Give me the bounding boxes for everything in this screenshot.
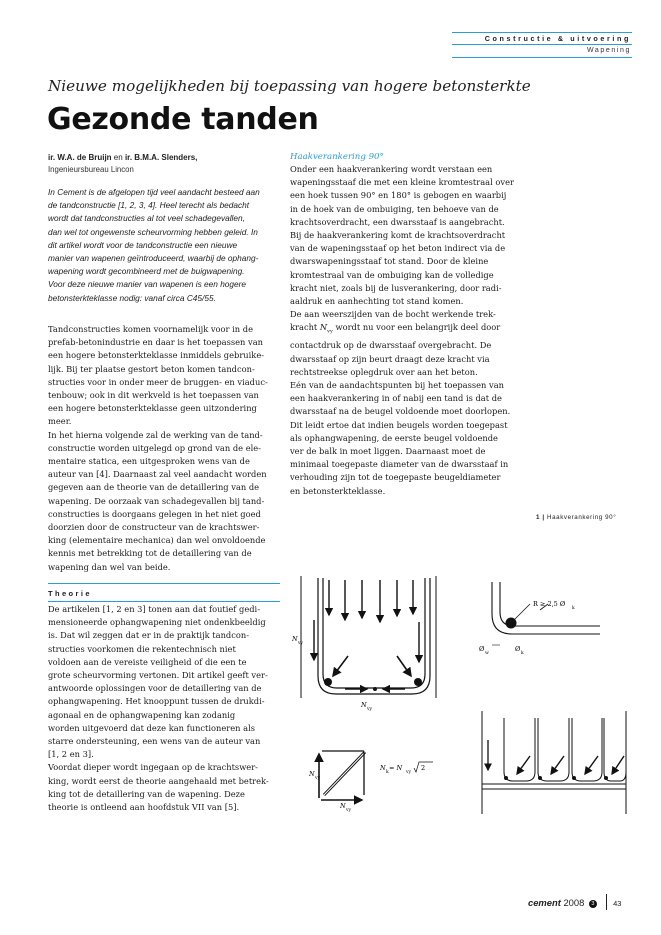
- body-line: is. Dat wil zeggen dat er in de praktijk tandcon-: [48, 630, 250, 641]
- page-footer: [528, 894, 621, 910]
- label-ow: Ø: [479, 645, 485, 653]
- intro-line: In Cement is de afgelopen tijd veel aandacht besteed aan: [48, 187, 260, 197]
- body-line: Onder een haakverankering wordt verstaan een: [290, 164, 493, 174]
- body-line: constructie worden uitgelegd op grond van de ele-: [48, 442, 261, 453]
- magazine-year: 2008: [563, 897, 585, 908]
- diagram-force-triangle: [319, 751, 365, 800]
- body-line: minimaal toegepaste diameter van de dwarsstaaf in: [290, 459, 509, 470]
- body-line: mentaire statica, een uitgesproken wens van de: [48, 456, 250, 467]
- intro-line: manier van wapenen geïntroduceerd, waarbij de ophang-: [48, 253, 259, 264]
- tri-label-left: N: [309, 770, 315, 778]
- label-ow-sub: w: [485, 651, 489, 656]
- article-title: Gezonde tanden: [47, 102, 319, 137]
- body-line: wapening dan wel van beide.: [48, 561, 171, 572]
- section-heading-haakverankering: Haakverankering 90°: [290, 152, 384, 162]
- label-n-vertical-sub: vy: [298, 641, 304, 646]
- body-line: king (elementaire mechanica) dan wel onvoldoende: [48, 535, 266, 546]
- body-line: grote scheurvorming vertonen. Dit artikel geeft ver-: [48, 670, 268, 681]
- line-part: kracht: [290, 322, 318, 333]
- body-line: starre ondersteuning, een wens van de auteur van: [48, 736, 261, 747]
- tri-formula-sqrt: 2: [421, 764, 426, 772]
- issue-badge: 3: [589, 900, 597, 908]
- body-line: prefab-betonindustrie en daar is het toepassen van: [48, 337, 263, 348]
- intro-line: wapening wordt gecombineerd met de buigwapening.: [48, 266, 245, 277]
- body-line: doorzien door de constructeur van de krachtswer-: [48, 522, 260, 533]
- intro-line: de tandconstructie [1, 2, 3, 4]. Heel terecht als bedacht: [48, 200, 250, 211]
- body-line: in de hoek van de ombuiging, ten behoeve van de: [290, 203, 499, 214]
- intro-line: dan wel tot ongewenste scheurvorming hebben geleid. In: [48, 226, 258, 237]
- intro-line: dit artikel wordt voor de tandconstructie een nieuwe: [48, 239, 238, 250]
- body-line: van de wapeningsstaaf op het beton indirect via de: [290, 243, 506, 254]
- author-1: ir. W.A. de Bruijn: [48, 153, 112, 162]
- tri-formula-mid: = N: [389, 764, 403, 772]
- body-line: verhouding zijn tot de toegepaste beugeldiameter: [290, 472, 501, 483]
- caption-divider: |: [542, 514, 545, 521]
- label-ok-sub: k: [521, 651, 524, 656]
- body-line: contactdruk op de dwarsstaaf overgebracht. De: [290, 340, 492, 351]
- body-line: wapening. De oorzaak van schadegevallen bij tand-: [48, 495, 265, 506]
- author-join: en: [113, 153, 123, 162]
- section-heading-theorie: Theorie: [48, 589, 92, 598]
- body-line: In het hierna volgende zal de werking van de tand-: [48, 429, 263, 440]
- inline-symbol-n: N: [319, 322, 328, 333]
- author-2: ir. B.M.A. Slenders,: [124, 153, 198, 162]
- body-line: wapeningsstaaf die met een kleine kromtestraal over: [290, 177, 514, 188]
- body-line: ver de balk in moet liggen. Daarnaast moet de: [290, 445, 486, 456]
- section-label: Constructie & uitvoering: [484, 34, 631, 43]
- body-line: constructies is doorgaans gelegen in het niet goed: [48, 508, 261, 519]
- body-line: De aan weerszijden van de bocht werkende trek-: [290, 309, 496, 320]
- body-line: kromtestraal van de ombuiging kan de volledige: [290, 269, 494, 280]
- tri-formula-a: N: [380, 764, 386, 772]
- body-line: antwoorde oplossingen voor de detaillering van de: [48, 683, 262, 694]
- diagram-beam-stirrups: [482, 711, 626, 814]
- diagram-hook-detail: [492, 582, 600, 645]
- body-line: een hogere betonsterkteklasse inmiddels gebruike-: [48, 350, 265, 361]
- body-line: lijk. Bij ter plaatse gestort beton komen tandcon-: [48, 363, 255, 374]
- body-line: krachtsoverdracht, een dwarsstaaf is aangebracht.: [290, 216, 505, 227]
- diagram-tooth-stirrup: [301, 576, 436, 698]
- inline-symbol-sub: vy: [327, 329, 333, 336]
- intro-line: wordt dat tandconstructies al tot veel schadegevallen,: [48, 213, 245, 224]
- tri-formula-a-sub: k: [386, 770, 389, 775]
- body-line: dwarsstaaf na de beugel voldoende moet doorlopen.: [290, 406, 511, 417]
- body-line: dwarsstaaf op zijn beurt draagt deze kracht via: [290, 353, 490, 364]
- tri-formula-b-sub: vy: [406, 770, 412, 775]
- body-line: gegeven aan de theorie van de detaillering van de: [48, 482, 260, 493]
- page-number: 43: [613, 899, 622, 908]
- body-line: mensioneerde ophangwapening niet ondenkbeeldig: [48, 617, 266, 628]
- body-line: worden uitgevoerd dat deze kan functioneren als: [48, 722, 256, 733]
- magazine-name: cement: [528, 897, 561, 908]
- footer-divider: [606, 894, 607, 910]
- body-line: rechtstreekse oplegdruk over aan het beton.: [290, 366, 478, 377]
- body-line: kennis met betrekking tot de detaillering van de: [48, 548, 252, 559]
- article-subtitle: Nieuwe mogelijkheden bij toepassing van hogere betonsterkte: [48, 77, 531, 95]
- body-line: [1, 2 en 3].: [48, 749, 94, 760]
- intro-line: Voor deze nieuwe manier van wapenen is een hogere: [48, 279, 247, 290]
- label-radius-sub: k: [572, 606, 575, 611]
- body-line: aaldruk en aanhechting tot stand komen.: [290, 296, 464, 307]
- body-line: en betonsterkteklasse.: [290, 485, 386, 496]
- tri-label-left-sub: vy: [315, 776, 321, 781]
- subsection-label: Wapening: [586, 47, 631, 54]
- body-line: Voordat dieper wordt ingegaan op de krachtswer-: [48, 762, 258, 773]
- body-line: Dit leidt ertoe dat indien beugels worden toegepast: [290, 419, 508, 430]
- body-line: ophangwapening. Het knooppunt tussen de drukdi-: [48, 696, 265, 707]
- body-line: een hoek tussen 90° en 180° is gebogen en waarbij: [290, 190, 507, 201]
- body-line: Bij de haakverankering komt de krachtsoverdracht: [290, 230, 506, 241]
- body-line: voldoen aan de vereiste veiligheid of die een te: [48, 656, 247, 667]
- body-line: king, wordt eerst de theorie aangehaald met betrek-: [48, 775, 269, 786]
- tri-label-bottom: N: [340, 802, 346, 810]
- body-line: dwarswapeningsstaaf tot stand. Door de kleine: [290, 256, 489, 267]
- body-line: kracht niet, zoals bij de lusverankering, door radi-: [290, 282, 502, 293]
- label-radius: R ≥ 2,5 Ø: [533, 600, 566, 608]
- affiliation: Ingenieursbureau Lincon: [48, 165, 134, 174]
- body-line: structies voor in onder meer de bruggen- en viaduc-: [48, 376, 268, 387]
- figure-number: 1: [536, 514, 541, 521]
- body-line: De artikelen [1, 2 en 3] tonen aan dat foutief gedi-: [48, 604, 261, 614]
- line-part: wordt nu voor een belangrijk deel door: [335, 322, 501, 333]
- body-line: auteur van [4]. Daarnaast zal veel aandacht worden: [48, 469, 267, 480]
- body-line: als ophangwapening, de eerste beugel voldoende: [290, 432, 498, 443]
- tri-label-bottom-sub: vy: [346, 808, 352, 813]
- body-line: structies voorkomen die rekentechnisch niet: [48, 643, 236, 654]
- label-n-bottom-sub: vy: [367, 707, 373, 712]
- intro-line: betonsterkteklasse nodig: vanaf circa C45/55.: [48, 292, 216, 303]
- body-line: een haakverankering in of nabij een tand is dat de: [290, 393, 502, 404]
- label-ok: Ø: [515, 645, 521, 653]
- body-line: meer.: [48, 416, 72, 427]
- body-line: Eén van de aandachtspunten bij het toepassen van: [290, 379, 505, 390]
- body-line: Tandconstructies komen voornamelijk voor in de: [48, 324, 253, 334]
- body-line: een hogere betonsterkteklasse geen uitzondering: [48, 403, 257, 414]
- body-line: agonaal en de ophangwapening kan zodanig: [48, 709, 236, 720]
- figure-caption-text: Haakverankering 90°: [547, 514, 617, 521]
- body-line: tenbouw; ook in dit werkveld is het toepassen van: [48, 390, 259, 401]
- body-line: theorie is ontleend aan hoofdstuk VII van [5].: [48, 802, 240, 813]
- body-line: king tot de detaillering van de wapening. Deze: [48, 788, 245, 799]
- label-n-bottom: N: [361, 701, 367, 709]
- label-n-vertical: N: [292, 635, 298, 643]
